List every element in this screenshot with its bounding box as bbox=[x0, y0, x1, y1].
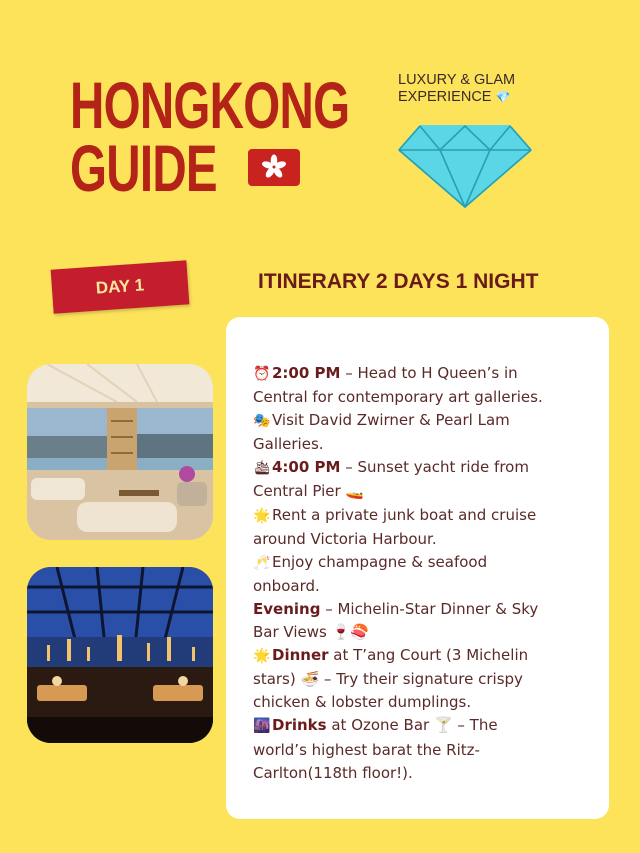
schedule-text: around Victoria Harbour. bbox=[253, 529, 437, 548]
schedule-line bbox=[253, 504, 597, 528]
schedule-line bbox=[253, 668, 597, 691]
schedule-emoji-icon: ⏰ bbox=[253, 366, 271, 382]
schedule-text: Rent a private junk boat and cruise bbox=[272, 505, 537, 524]
schedule-line bbox=[253, 480, 597, 503]
schedule-text: – Sunset yacht ride from bbox=[340, 458, 529, 477]
schedule-highlight: 4:00 PM bbox=[272, 458, 341, 477]
schedule-text: Galleries. bbox=[253, 435, 324, 454]
schedule-line bbox=[253, 621, 597, 644]
schedule-emoji-icon: 🥂 bbox=[253, 554, 271, 571]
schedule-text: stars) 🍜 – Try their signature crispy bbox=[253, 670, 523, 689]
schedule-highlight: Dinner bbox=[272, 646, 329, 665]
schedule-line bbox=[253, 714, 597, 738]
day-label-tag bbox=[51, 260, 190, 313]
schedule-line bbox=[253, 386, 597, 409]
tagline bbox=[398, 72, 515, 106]
schedule-line bbox=[253, 739, 597, 762]
schedule-line bbox=[253, 433, 597, 456]
schedule-text: Central for contemporary art galleries. bbox=[253, 388, 543, 407]
schedule-line bbox=[253, 762, 597, 785]
itinerary-title: ITINERARY 2 DAYS 1 NIGHT bbox=[258, 270, 539, 293]
schedule-text: Central Pier 🚤 bbox=[253, 482, 365, 501]
schedule-line bbox=[253, 598, 597, 621]
schedule-text: world’s highest barat the Ritz- bbox=[253, 740, 480, 759]
page-title-line2: GUIDE bbox=[70, 131, 217, 205]
schedule-highlight: 2:00 PM bbox=[272, 364, 341, 382]
schedule-line bbox=[253, 528, 597, 551]
schedule-text: Bar Views 🍷🍣 bbox=[253, 623, 369, 642]
schedule-emoji-icon: 🌆 bbox=[253, 718, 271, 735]
schedule-emoji-icon: 🌟 bbox=[253, 648, 271, 665]
schedule-list bbox=[253, 362, 597, 785]
diamond-icon bbox=[398, 124, 532, 208]
schedule-line bbox=[253, 691, 597, 714]
schedule-line bbox=[253, 575, 597, 598]
tagline-line1: LUXURY & GLAM bbox=[398, 72, 516, 88]
day-label: DAY 1 bbox=[95, 275, 145, 298]
schedule-line bbox=[253, 644, 597, 668]
schedule-highlight: Drinks bbox=[272, 716, 327, 735]
schedule-highlight: Evening bbox=[253, 599, 321, 618]
itinerary-card bbox=[226, 317, 609, 819]
schedule-text: – Michelin-Star Dinner & Sky bbox=[320, 599, 539, 618]
schedule-emoji-icon: 🛳 bbox=[253, 460, 271, 477]
schedule-emoji-icon: 🌟 bbox=[253, 507, 271, 524]
schedule-line bbox=[253, 362, 597, 386]
hotel-lounge-photo bbox=[27, 364, 213, 540]
hong-kong-flag-icon bbox=[248, 149, 300, 186]
schedule-text: onboard. bbox=[253, 576, 320, 595]
schedule-text: at T’ang Court (3 Michelin bbox=[328, 646, 529, 665]
schedule-line bbox=[253, 409, 597, 433]
schedule-line bbox=[253, 551, 597, 575]
gem-icon: 💎 bbox=[495, 90, 511, 104]
schedule-text: Enjoy champagne & seafood bbox=[272, 552, 488, 571]
schedule-text: chicken & lobster dumplings. bbox=[253, 693, 472, 712]
schedule-text: Visit David Zwirner & Pearl Lam bbox=[272, 411, 510, 430]
schedule-text: Carlton(118th floor!). bbox=[253, 763, 413, 782]
schedule-text: – Head to H Queen’s in bbox=[340, 364, 518, 382]
rooftop-bar-photo bbox=[27, 567, 213, 743]
tagline-line2: EXPERIENCE 💎 bbox=[398, 89, 511, 105]
schedule-text: at Ozone Bar 🍸 – The bbox=[326, 716, 498, 735]
schedule-line bbox=[253, 456, 597, 480]
schedule-emoji-icon: 🎭 bbox=[253, 413, 271, 430]
page-title-line1: HONGKONG bbox=[70, 68, 350, 142]
